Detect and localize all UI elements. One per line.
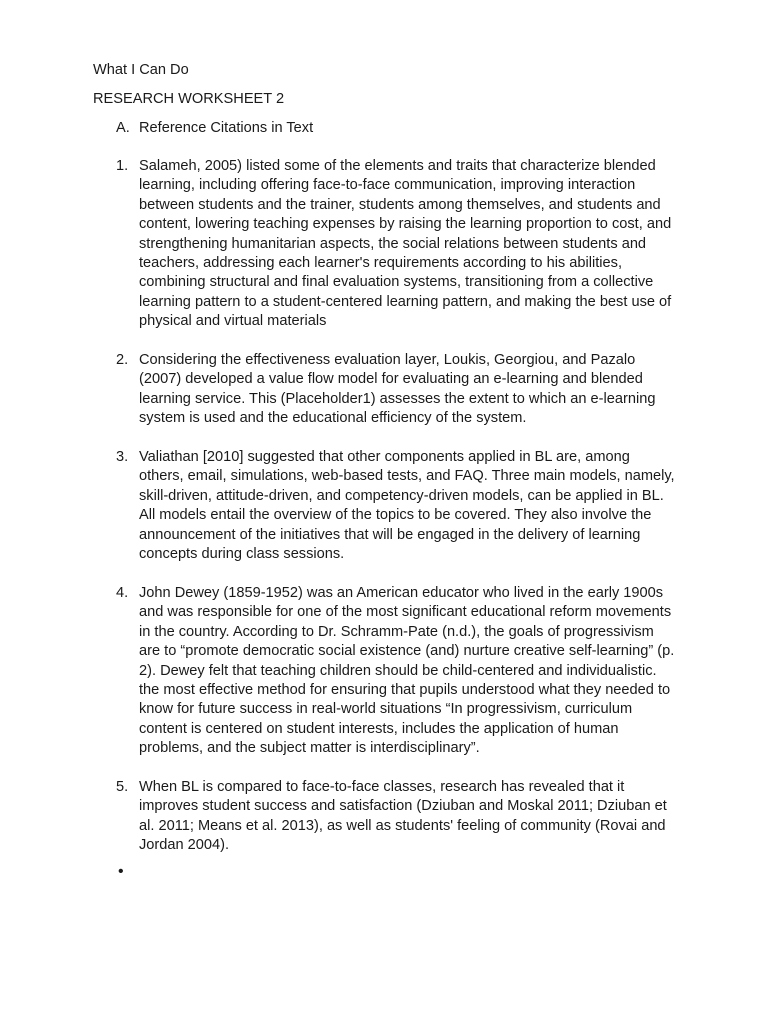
- empty-bullet-item: [118, 862, 124, 881]
- list-item-text: John Dewey (1859-1952) was an American educator who lived in the early 1900s and was responsible for one of the most significant educational reform movements in the country. According to Dr. Schramm-Pate (n.d.), the goals of progressivism are to “promote democratic social existence (and) nurture creative self-learning” (p. 2). Dewey felt that teaching children should be child-centered and individualistic. the most effective method for ensuring that pupils understood what they needed to know for future success in real-world situations “In progressivism, curriculum content is centered on student interests, includes the application of human problems, and the subject matter is interdisciplinary”.: [139, 584, 675, 757]
- list-item-text: Salameh, 2005) listed some of the elements and traits that characterize blended learning, including offering face-to-face communication, improving interaction between students and the trainer, students among themselves, and students and content, lowering teaching expenses by raising the learning proportion to cost, and strengthening humanitarian aspects, the social relations between students and teachers, addressing each learner's requirements according to his abilities, combining structural and final evaluation systems, transitioning from a collective learning pattern to a student-centered learning pattern, and making the best use of physical and virtual materials: [139, 158, 672, 330]
- list-item-text: Considering the effectiveness evaluation layer, Loukis, Georgiou, and Pazalo (2007) developed a value flow model for evaluating an e-learning and blended learning service. This (Placeholder1) assesses the extent to which an e-learning system is used and the educational efficiency of the system.: [139, 352, 656, 427]
- list-item-number: 4.: [116, 584, 129, 601]
- list-item: [116, 778, 676, 856]
- citation-list: [116, 157, 676, 875]
- section-marker: A.: [116, 120, 130, 136]
- list-item: [116, 351, 676, 429]
- list-item: [116, 584, 676, 759]
- list-item: [116, 157, 676, 332]
- heading-what-i-can-do: What I Can Do: [93, 62, 189, 78]
- section-heading: [116, 119, 313, 138]
- list-item-number: 3.: [116, 449, 129, 466]
- list-item-number: 5.: [116, 778, 129, 795]
- section-title: Reference Citations in Text: [139, 120, 314, 136]
- list-item-number: 2.: [116, 352, 129, 369]
- bullet-icon: •: [118, 863, 124, 880]
- list-item-number: 1.: [116, 158, 129, 174]
- list-item: [116, 448, 676, 564]
- list-item-text: When BL is compared to face-to-face classes, research has revealed that it improves student success and satisfaction (Dziuban and Moskal 2011; Dziuban et al. 2011; Means et al. 2013), as well as students' feeling of community (Rovai and Jordan 2004).: [139, 778, 667, 854]
- list-item-text: Valiathan [2010] suggested that other components applied in BL are, among others, email, simulations, web-based tests, and FAQ. Three main models, namely, skill-driven, attitude-driven, and competency-driven models, can be applied in BL. All models entail the overview of the topics to be covered. They also involve the announcement of the initiatives that will be engaged in the delivery of learning concepts during class sessions.: [139, 449, 675, 563]
- heading-research-worksheet: RESEARCH WORKSHEET 2: [93, 91, 285, 107]
